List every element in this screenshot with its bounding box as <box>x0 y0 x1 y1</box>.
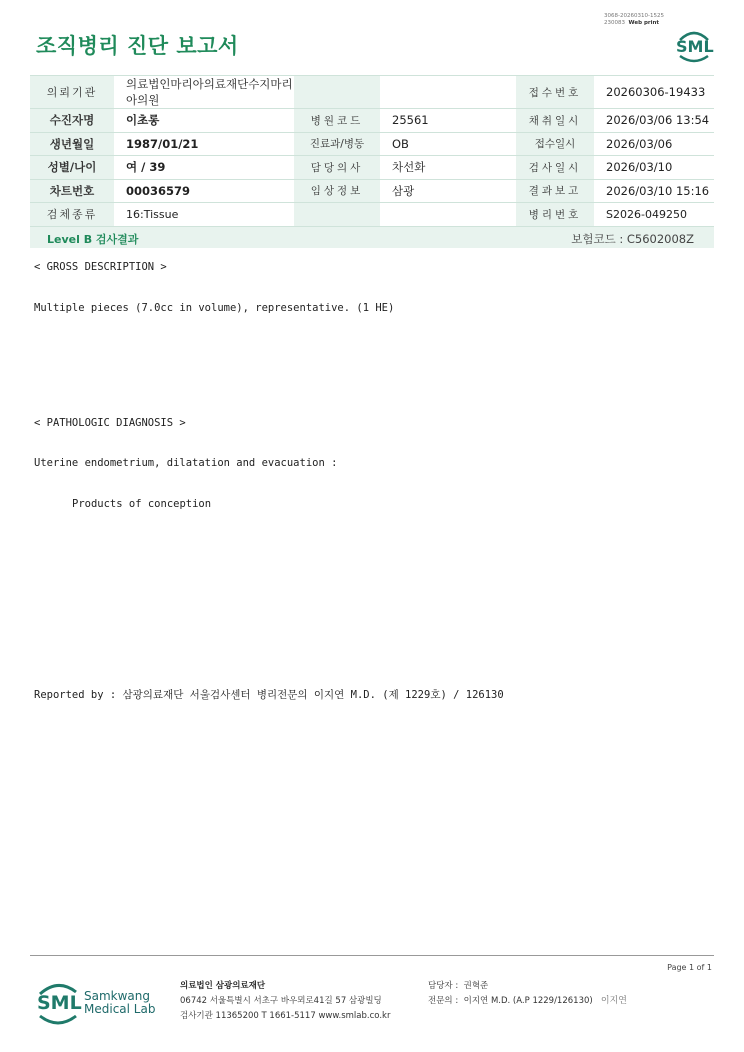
print-code-line1: 3068-20260310-1525 <box>604 13 664 19</box>
info-value: 2026/03/06 13:54 <box>594 109 714 133</box>
diagnosis-text: Products of conception <box>72 498 212 510</box>
footer-logo-name: Samkwang Medical Lab <box>84 989 156 1016</box>
info-row <box>30 203 714 227</box>
footer-logo-sml: SML <box>37 992 82 1014</box>
info-row <box>30 76 714 109</box>
pathologic-text: Uterine endometrium, dilatation and evacuation : <box>34 457 338 469</box>
level-label: Level B 검사결과 <box>47 233 139 246</box>
gross-text: Multiple pieces (7.0cc in volume), representative. (1 HE) <box>34 302 395 314</box>
info-label <box>294 203 380 227</box>
sml-logo-icon <box>674 26 714 64</box>
manager-name: 권혁준 <box>463 981 489 991</box>
info-label: 진료과/병동 <box>294 132 380 156</box>
info-label: 검사일시 <box>516 156 594 180</box>
specialist-name: 이지연 M.D. (A.P 1229/126130) <box>463 996 593 1006</box>
info-label: 접수번호 <box>516 76 594 109</box>
info-label: 차트번호 <box>30 179 114 203</box>
footer-staff: 담당자 : 권혁준 전문의 : 이지연 M.D. (A.P 1229/126130) 이지연 <box>428 981 627 1006</box>
info-label <box>294 76 380 109</box>
pathologic-header: < PATHOLOGIC DIAGNOSIS > <box>34 417 186 429</box>
print-code <box>604 13 664 26</box>
signature: 이지연 <box>600 996 627 1006</box>
info-label: 채취일시 <box>516 109 594 133</box>
footer-logo <box>36 980 166 1028</box>
footer-org <box>180 979 390 1024</box>
print-code-line2: 230083 Web print <box>604 19 660 26</box>
info-value: 삼광 <box>380 179 516 203</box>
org-contact: 검사기관 11365200 T 1661-5117 www.smlab.co.kr <box>180 1011 391 1021</box>
info-label: 의뢰기관 <box>30 76 114 109</box>
gross-header: < GROSS DESCRIPTION > <box>34 261 167 273</box>
info-label: 성별/나이 <box>30 156 114 180</box>
info-value: 2026/03/10 15:16 <box>594 179 714 203</box>
info-value: OB <box>380 132 516 156</box>
info-value: 20260306-19433 <box>594 76 714 109</box>
info-value: 의료법인마리아의료재단수지마리아의원 <box>114 76 294 109</box>
info-value: 여 / 39 <box>114 156 294 180</box>
info-row <box>30 109 714 133</box>
info-row <box>30 156 714 180</box>
info-value <box>380 203 516 227</box>
info-value: 2026/03/10 <box>594 156 714 180</box>
info-row <box>30 179 714 203</box>
info-row <box>30 132 714 156</box>
info-label: 접수일시 <box>516 132 594 156</box>
level-bar <box>30 227 714 248</box>
page-title: 조직병리 진단 보고서 <box>36 34 239 58</box>
info-value: 25561 <box>380 109 516 133</box>
info-value: 차선화 <box>380 156 516 180</box>
info-value <box>380 76 516 109</box>
info-value: 2026/03/06 <box>594 132 714 156</box>
info-label: 임상정보 <box>294 179 380 203</box>
reported-by: Reported by : 삼광의료재단 서울검사센터 병리전문의 이지연 M.D. (제 1229호) / 126130 <box>34 689 504 701</box>
patient-info-table <box>30 75 714 227</box>
info-label: 담당의사 <box>294 156 380 180</box>
web-print-label: Web print <box>628 19 660 26</box>
org-address: 06742 서울특별시 서초구 바우뫼로41길 57 삼광빌딩 <box>180 996 382 1006</box>
info-label: 병리번호 <box>516 203 594 227</box>
info-label: 결과보고 <box>516 179 594 203</box>
footer-divider <box>30 955 714 956</box>
page-number: Page 1 of 1 <box>667 963 712 972</box>
info-value: 이초롱 <box>114 109 294 133</box>
info-label: 병원코드 <box>294 109 380 133</box>
sml-logo-text: SML <box>676 37 714 56</box>
org-name: 의료법인 삼광의료재단 <box>180 981 266 991</box>
info-label: 수진자명 <box>30 109 114 133</box>
insurance-code: 보험코드 : C5602008Z <box>571 232 694 246</box>
info-label: 생년월일 <box>30 132 114 156</box>
info-value: 1987/01/21 <box>114 132 294 156</box>
info-value: 16:Tissue <box>114 203 294 227</box>
info-value: 00036579 <box>114 179 294 203</box>
info-label: 검체종류 <box>30 203 114 227</box>
info-value: S2026-049250 <box>594 203 714 227</box>
